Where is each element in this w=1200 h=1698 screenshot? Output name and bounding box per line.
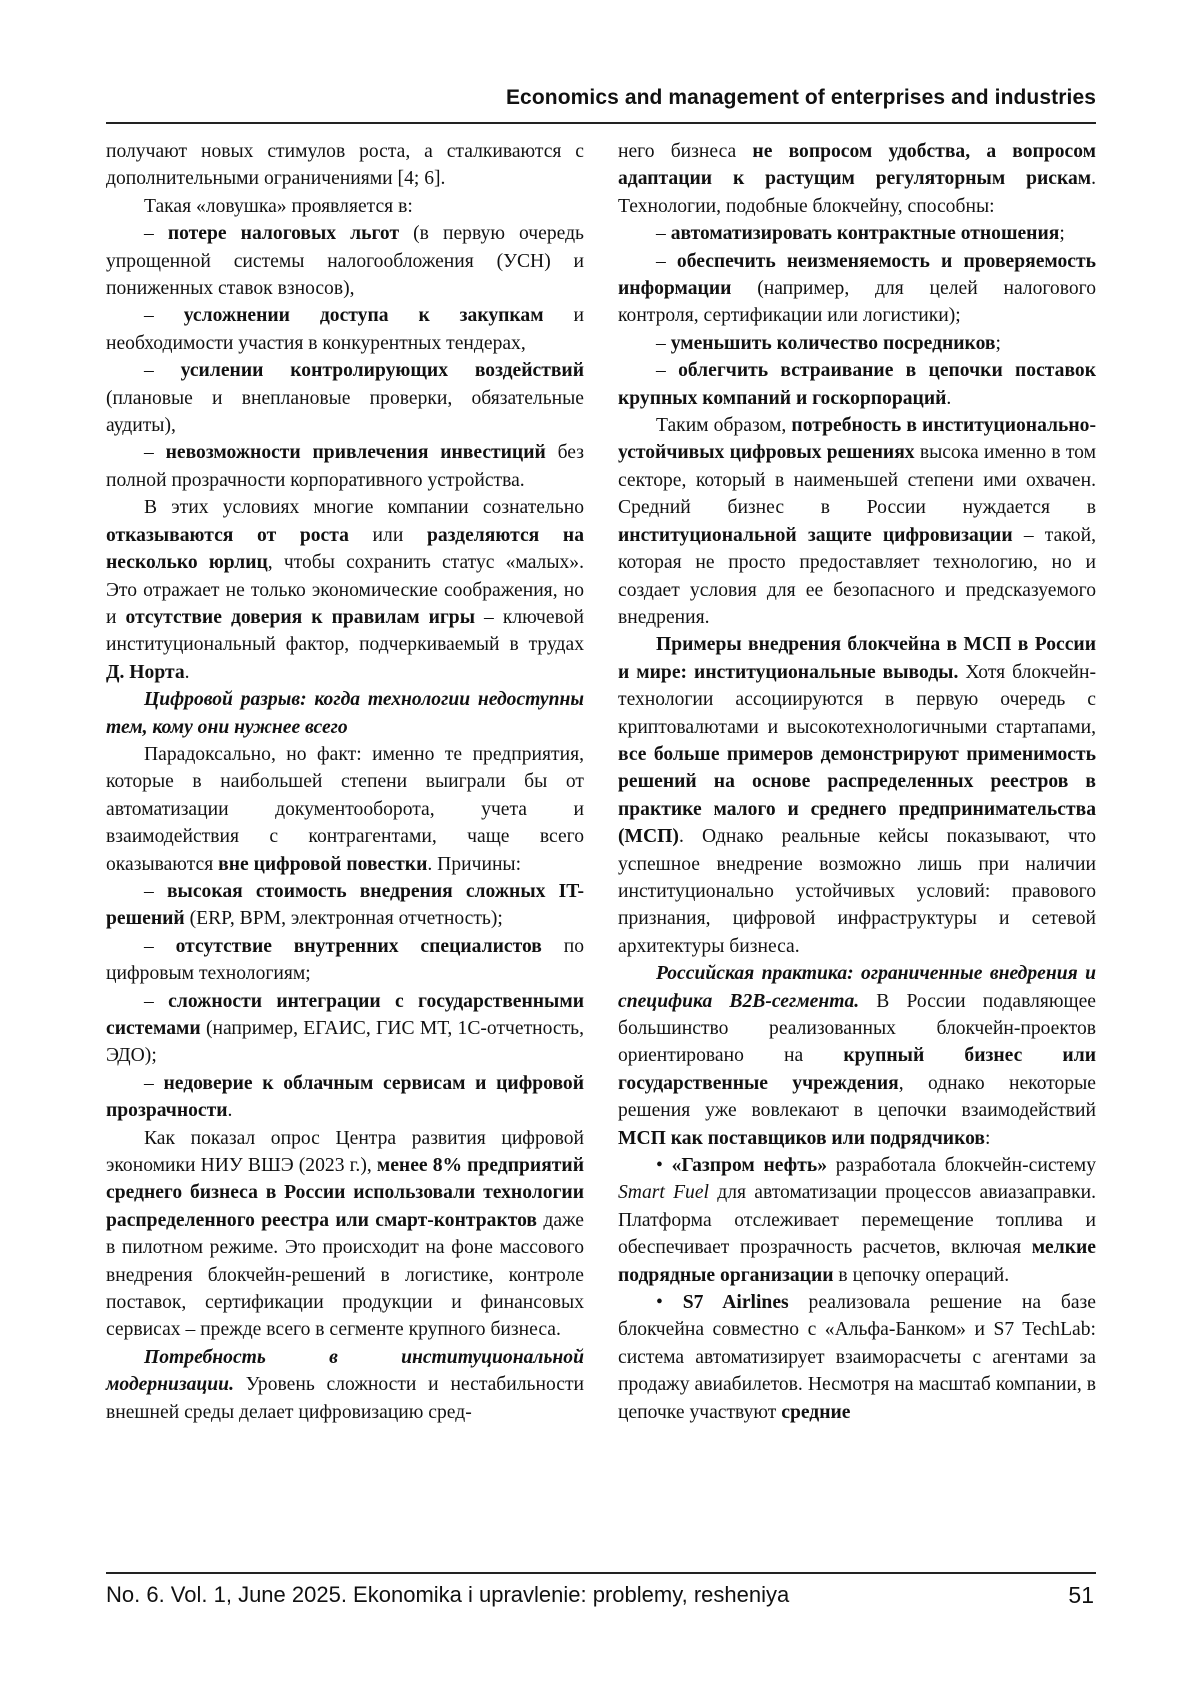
- paragraph: [618, 248, 1096, 330]
- bold-text: Российская практика: ограниченные внедрения и специфика B2B-сегмента.: [618, 963, 1096, 1011]
- text-run: (в первую очередь упрощенной системы налогообложения (УСН) и пониженных ставок взносов),: [106, 223, 584, 299]
- bold-text: Цифровой разрыв: когда технологии недоступны тем, кому они нужнее всего: [106, 689, 584, 737]
- paragraph: [618, 138, 1096, 220]
- bold-text: усилении контролирующих воздействий: [181, 360, 584, 381]
- bold-text: крупный бизнес или государственные учреждения: [618, 1045, 1096, 1093]
- paragraph: [106, 988, 584, 1070]
- text-run: .: [185, 662, 190, 683]
- text-run: –: [144, 991, 168, 1012]
- text-run: В этих условиях многие компании сознательно: [144, 497, 584, 518]
- text-run: –: [144, 442, 166, 463]
- page-footer: [106, 1582, 1096, 1618]
- text-run: –: [144, 1073, 163, 1094]
- bold-text: отсутствие внутренних специалистов: [176, 936, 542, 957]
- bold-text: «Газпром нефть»: [672, 1155, 827, 1176]
- paragraph: [106, 933, 584, 988]
- journal-section-title: Economics and management of enterprises and industries: [506, 86, 1096, 110]
- paragraph: [618, 220, 1096, 247]
- bold-text: высокая стоимость внедрения сложных IT-решений: [106, 881, 584, 929]
- text-run: В России подавляющее большинство реализованных блокчейн-проектов ориентировано на: [618, 991, 1096, 1067]
- bold-text: отсутствие доверия к правилам игры: [126, 607, 475, 628]
- paragraph: [618, 357, 1096, 412]
- paragraph: [106, 686, 584, 741]
- text-run: (ERP, BPM, электронная отчетность);: [185, 908, 503, 929]
- text-run: и необходимости участия в конкурентных тендерах,: [106, 305, 584, 353]
- paragraph: [106, 1070, 584, 1125]
- bold-text: разделяются на несколько юрлиц: [106, 525, 584, 573]
- text-run: (например, для целей налогового контроля, сертификации или логистики);: [618, 278, 1096, 326]
- text-run: для автоматизации процессов авиазаправки. Платформа отслеживает перемещение топлива и обеспечивает прозрачность расчетов, включая: [618, 1182, 1096, 1258]
- bold-text: Примеры внедрения блокчейна в МСП в России и мире: институциональные выводы.: [618, 634, 1096, 682]
- paragraph: [106, 357, 584, 439]
- text-run: (плановые и внеплановые проверки, обязательные аудиты),: [106, 388, 584, 436]
- text-run: , чтобы сохранить статус «малых». Это отражает не только экономические соображения, но и: [106, 552, 584, 628]
- bold-text: S7 Airlines: [683, 1292, 789, 1313]
- bold-text: не вопросом удобства, а вопросом адаптации к растущим регуляторным рискам: [618, 141, 1096, 189]
- text-run: •: [656, 1292, 683, 1313]
- bold-text: Д. Норта: [106, 662, 185, 683]
- text-run: получают новых стимулов роста, а сталкиваются с дополнительными ограничениями [4; 6].: [106, 141, 584, 189]
- bold-text: мелкие подрядные организации: [618, 1237, 1096, 1285]
- right-text-column: [618, 138, 1096, 1426]
- paragraph: [106, 494, 584, 686]
- text-run: Парадоксально, но факт: именно те предприятия, которые в наибольшей степени выиграли бы от автоматизации документооборота, учета и взаимодействия с контрагентами, чаще всего оказываются: [106, 744, 584, 875]
- text-run: в цепочку операций.: [834, 1265, 1010, 1286]
- text-run: Таким образом,: [656, 415, 791, 436]
- paragraph: [106, 220, 584, 302]
- paragraph: [618, 330, 1096, 357]
- footer-rule: [106, 1572, 1096, 1574]
- text-run: –: [144, 936, 176, 957]
- text-run: него бизнеса: [618, 141, 752, 162]
- bold-text: средние: [781, 1402, 850, 1423]
- bold-text: институциональной защите цифровизации: [618, 525, 1013, 546]
- bold-text: отказываются от роста: [106, 525, 349, 546]
- bold-text: вне цифровой повестки: [218, 854, 427, 875]
- text-run: Такая «ловушка» проявляется в:: [144, 196, 413, 217]
- paragraph: [106, 1125, 584, 1344]
- text-run: по цифровым технологиям;: [106, 936, 584, 984]
- running-header: [106, 82, 1096, 124]
- text-run: –: [656, 251, 677, 272]
- bold-text: недоверие к облачным сервисам и цифровой прозрачности: [106, 1073, 584, 1121]
- paragraph: [106, 193, 584, 220]
- text-run: Хотя блокчейн-технологии ассоциируются в первую очередь с криптовалютами и высокотехнологичными стартапами,: [618, 662, 1096, 738]
- paragraph: [618, 1289, 1096, 1426]
- paragraph: [106, 741, 584, 878]
- paragraph: [106, 138, 584, 193]
- page: [0, 0, 1200, 1698]
- bold-text: невозможности привлечения инвестиций: [166, 442, 546, 463]
- text-run: реализовала решение на базе блокчейна совместно с «Альфа-Банком» и S7 TechLab: система автоматизирует взаиморасчеты с агентами за продажу авиабилетов. Несмотря на масштаб компании, в цепочке участвуют: [618, 1292, 1096, 1423]
- text-run: Уровень сложности и нестабильности внешней среды делает цифровизацию сред-: [106, 1374, 584, 1422]
- paragraph: [106, 1344, 584, 1426]
- paragraph: [618, 960, 1096, 1152]
- bold-text: обеспечить неизменяемость и проверяемость информации: [618, 251, 1096, 299]
- text-run: –: [656, 360, 678, 381]
- text-run: даже в пилотном режиме. Это происходит на фоне массового внедрения блокчейн-решений в логистике, контроле поставок, сертификации продукции и финансовых сервисах – прежде всего в сегменте крупного бизнеса.: [106, 1210, 584, 1341]
- paragraph: [106, 302, 584, 357]
- text-run: – ключевой институциональный фактор, подчеркиваемый в трудах: [106, 607, 584, 655]
- bold-text: сложности интеграции с государственными системами: [106, 991, 584, 1039]
- left-text-column: [106, 138, 584, 1426]
- text-run: ;: [995, 333, 1000, 354]
- paragraph: [618, 631, 1096, 960]
- text-run: –: [144, 223, 168, 244]
- text-run: – такой, которая не просто предоставляет технологию, но и создает условия для ее безопасного и предсказуемого внедрения.: [618, 525, 1096, 628]
- bold-text: автоматизировать контрактные отношения: [671, 223, 1060, 244]
- text-run: :: [985, 1128, 990, 1149]
- text-run: (например, ЕГАИС, ГИС МТ, 1С-отчетность, ЭДО);: [106, 1018, 584, 1066]
- italic-text: Smart Fuel: [618, 1182, 709, 1203]
- text-run: .: [228, 1100, 233, 1121]
- text-run: или: [349, 525, 427, 546]
- text-run: –: [144, 881, 167, 902]
- text-run: –: [656, 223, 671, 244]
- bold-text: все больше примеров демонстрируют применимость решений на основе распределенных реестров в практике малого и среднего предпринимательства (МСП): [618, 744, 1096, 847]
- text-run: . Однако реальные кейсы показывают, что успешное внедрение возможно лишь при наличии институционально устойчивых условий: правового признания, цифровой инфраструктуры и сетевой архитектуры бизнеса.: [618, 826, 1096, 957]
- text-run: Как показал опрос Центра развития цифровой экономики НИУ ВШЭ (2023 г.),: [106, 1128, 584, 1176]
- text-run: высока именно в том секторе, который в наименьшей степени ими охвачен. Средний бизнес в России нуждается в: [618, 442, 1096, 518]
- text-run: ;: [1059, 223, 1064, 244]
- paragraph: [106, 878, 584, 933]
- text-run: –: [144, 360, 181, 381]
- page-number: 51: [1068, 1582, 1094, 1609]
- paragraph: [618, 412, 1096, 631]
- text-run: •: [656, 1155, 672, 1176]
- text-run: .: [946, 388, 951, 409]
- text-run: . Причины:: [427, 854, 521, 875]
- text-run: разработала блокчейн-систему: [827, 1155, 1096, 1176]
- bold-text: усложнении доступа к закупкам: [184, 305, 544, 326]
- text-run: без полной прозрачности корпоративного устройства.: [106, 442, 584, 490]
- text-run: –: [656, 333, 671, 354]
- text-run: , однако некоторые решения уже вовлекают в цепочки взаимодействий: [618, 1073, 1096, 1121]
- bold-text: уменьшить количество посредников: [671, 333, 996, 354]
- text-run: . Технологии, подобные блокчейну, способны:: [618, 168, 1096, 216]
- paragraph: [618, 1152, 1096, 1289]
- bold-text: облегчить встраивание в цепочки поставок крупных компаний и госкорпораций: [618, 360, 1096, 408]
- journal-citation: No. 6. Vol. 1, June 2025. Ekonomika i upravlenie: problemy, resheniya: [106, 1582, 789, 1608]
- bold-text: МСП как поставщиков или подрядчиков: [618, 1128, 985, 1149]
- bold-text: менее 8% предприятий среднего бизнеса в России использовали технологии распределенного реестра или смарт-контрактов: [106, 1155, 584, 1231]
- bold-text: потребность в институционально-устойчивых цифровых решениях: [618, 415, 1096, 463]
- text-run: –: [144, 305, 184, 326]
- bold-text: Потребность в институциональной модернизации.: [106, 1347, 584, 1395]
- paragraph: [106, 439, 584, 494]
- bold-text: потере налоговых льгот: [168, 223, 399, 244]
